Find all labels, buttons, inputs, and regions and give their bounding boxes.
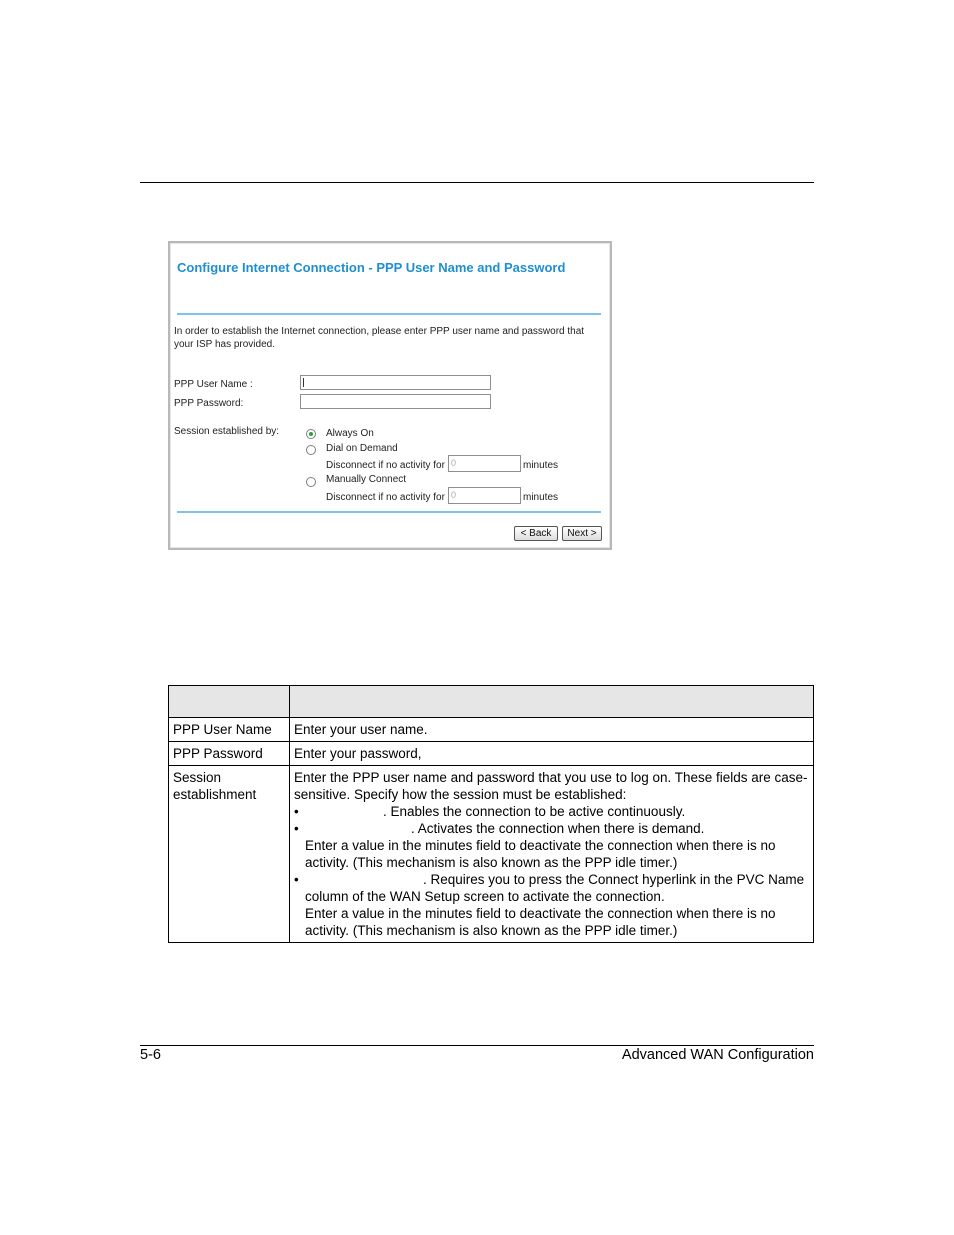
- table-row: [169, 742, 814, 766]
- bullet-note: Enter a value in the minutes field to deactivate the connection when there is no activity. (This mechanism is also known as the PPP idle timer.): [305, 838, 776, 870]
- username-input[interactable]: [300, 375, 491, 390]
- list-item: [294, 803, 809, 820]
- footer-rule: [140, 1045, 814, 1046]
- disconnect-label: Disconnect if no activity for: [326, 460, 445, 471]
- text-caret: [303, 378, 304, 387]
- field-cell: Session establishment: [169, 766, 290, 943]
- list-item: [294, 871, 809, 905]
- table-header-cell: [169, 686, 290, 718]
- section-title: Advanced WAN Configuration: [621, 1047, 814, 1063]
- table-header-cell: [290, 686, 814, 718]
- bullet-icon: •: [294, 804, 299, 819]
- bullet-note: Enter a value in the minutes field to deactivate the connection when there is no activity. (This mechanism is also known as the PPP idle timer.): [305, 906, 776, 938]
- ppp-config-screenshot: [168, 241, 612, 550]
- table-header-row: [169, 686, 814, 718]
- field-cell: PPP User Name: [169, 718, 290, 742]
- header-rule: [140, 182, 814, 183]
- list-item: [294, 820, 809, 837]
- minutes-label: minutes: [523, 460, 559, 471]
- dial-on-demand-label: Dial on Demand: [326, 443, 398, 454]
- radio-dial-on-demand[interactable]: [306, 445, 316, 455]
- table-row: [169, 766, 814, 943]
- session-label: Session established by:: [174, 426, 280, 437]
- radio-always-on[interactable]: [306, 429, 316, 439]
- bullet-icon: •: [294, 872, 299, 887]
- settings-table: [168, 685, 814, 943]
- minutes-label: minutes: [523, 492, 559, 503]
- field-cell: PPP Password: [169, 742, 290, 766]
- session-intro: Enter the PPP user name and password that you use to log on. These fields are case-sensitive. Specify how the session must be established:: [294, 770, 808, 802]
- page-number: 5-6: [140, 1047, 161, 1063]
- radio-manually-connect[interactable]: [306, 477, 316, 487]
- table-row: [169, 718, 814, 742]
- manual-idle-minutes-input[interactable]: 0: [448, 487, 521, 504]
- bullet-icon: •: [294, 821, 299, 836]
- always-on-label: Always On: [326, 428, 374, 439]
- panel-title: Configure Internet Connection - PPP User Name and Password: [177, 260, 566, 275]
- bullet-text: . Requires you to press the Connect hyperlink in the PVC Name column of the WAN Setup screen to activate the connection.: [305, 872, 805, 904]
- bullet-text: . Activates the connection when there is demand.: [411, 821, 705, 836]
- description-cell: [290, 766, 814, 943]
- footer-divider: [177, 511, 601, 513]
- password-label: PPP Password:: [174, 398, 244, 409]
- intro-text: In order to establish the Internet connection, please enter PPP user name and password that your ISP has provided.: [174, 326, 585, 350]
- title-divider: [177, 313, 601, 315]
- dial-idle-minutes-input[interactable]: 0: [448, 455, 521, 472]
- back-button[interactable]: < Back: [514, 526, 558, 541]
- disconnect-label: Disconnect if no activity for: [326, 492, 445, 503]
- bullet-text: . Enables the connection to be active continuously.: [383, 804, 686, 819]
- manually-connect-label: Manually Connect: [326, 474, 407, 485]
- description-cell: Enter your user name.: [290, 718, 814, 742]
- username-label: PPP User Name :: [174, 379, 253, 390]
- next-button[interactable]: Next >: [562, 526, 602, 541]
- password-input[interactable]: [300, 394, 491, 409]
- description-cell: Enter your password,: [290, 742, 814, 766]
